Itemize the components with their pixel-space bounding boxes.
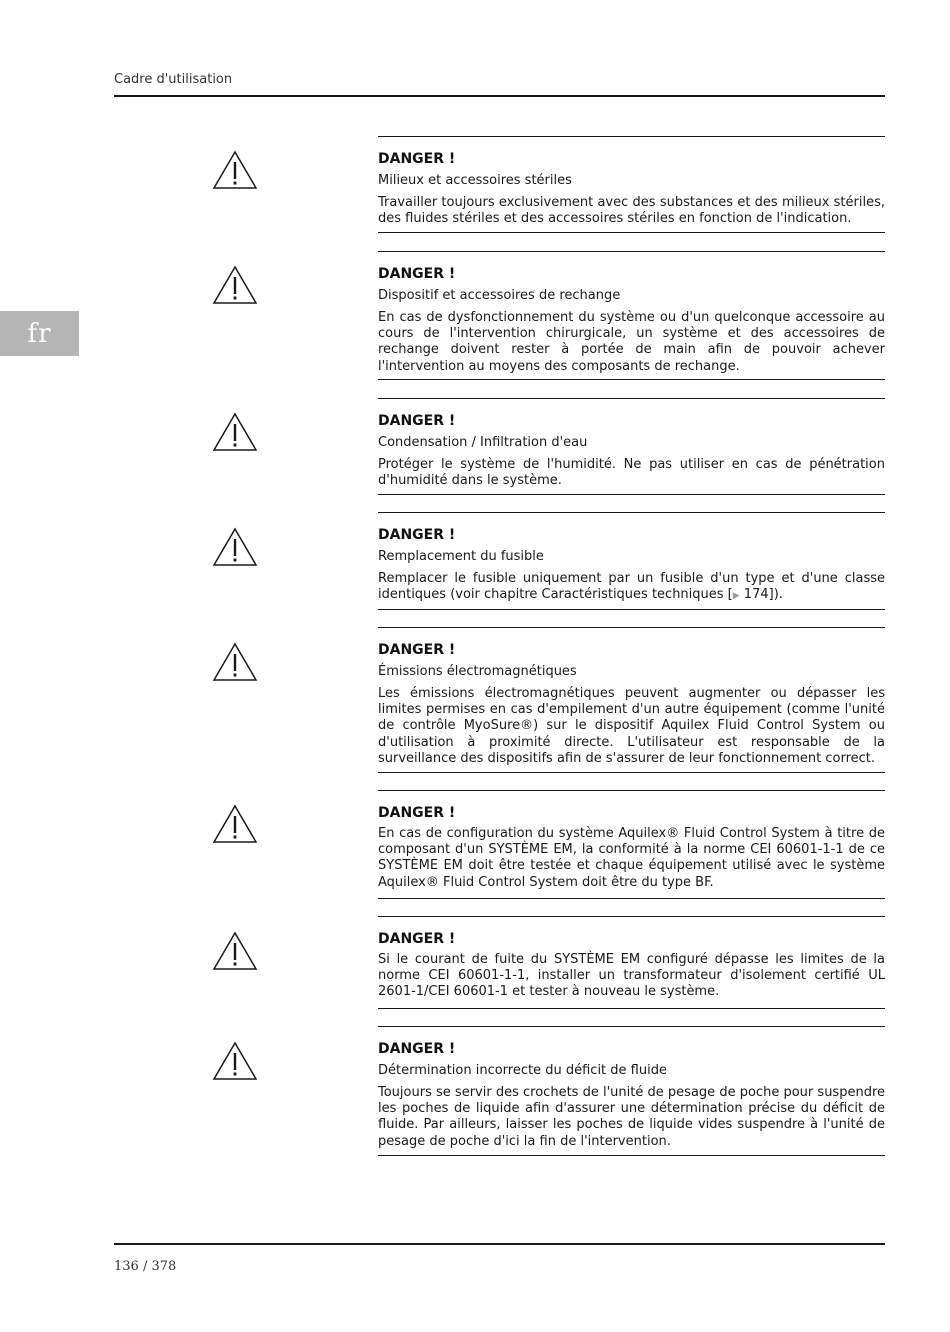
warning-title: DANGER ! bbox=[378, 527, 456, 543]
warning-triangle-icon bbox=[212, 527, 258, 567]
warning-title: DANGER ! bbox=[378, 413, 456, 429]
warning-box bbox=[378, 512, 885, 610]
warning-title: DANGER ! bbox=[378, 931, 456, 947]
warning-box bbox=[378, 251, 885, 380]
warning-body-text: Remplacer le fusible uniquement par un fusible d'un type et d'une classe identiques (voir chapitre Caractéristiques techniques [ bbox=[378, 571, 885, 603]
running-header-section-title: Cadre d'utilisation bbox=[114, 72, 233, 87]
warning-subtitle: Milieux et accessoires stériles bbox=[378, 173, 572, 188]
warning-body: Travailler toujours exclusivement avec des substances et des milieux stériles, des fluides stériles et des accessoires stériles en fonction de l'indication. bbox=[378, 195, 885, 227]
footer-divider bbox=[114, 1243, 885, 1245]
page-number: 136 / 378 bbox=[114, 1259, 177, 1274]
warning-subtitle: Condensation / Infiltration d'eau bbox=[378, 435, 588, 450]
warning-box bbox=[378, 136, 885, 233]
warning-subtitle: Émissions électromagnétiques bbox=[378, 664, 577, 679]
warning-triangle-icon bbox=[212, 931, 258, 971]
warning-box bbox=[378, 398, 885, 495]
warning-title: DANGER ! bbox=[378, 266, 456, 282]
warning-triangle-icon bbox=[212, 412, 258, 452]
warning-body: Les émissions électromagnétiques peuvent augmenter ou dépasser les limites permises en cas d'empilement d'un autre équipement (comme l'unité de contrôle MyoSure®) sur le dispositif Aquilex Fluid Control System ou d'utilisation à proximité directe. L'utilisateur est responsable de la surveillance des dispositifs afin de s'assurer de leur fonctionnement correct. bbox=[378, 686, 885, 766]
warning-box bbox=[378, 1026, 885, 1156]
warning-body: Si le courant de fuite du SYSTÈME EM configuré dépasse les limites de la norme CEI 60601-1-1, installer un transformateur d'isolement certifié UL 2601-1/CEI 60601-1 et tester à nouveau le système. bbox=[378, 952, 885, 1000]
warning-title: DANGER ! bbox=[378, 805, 456, 821]
warning-title: DANGER ! bbox=[378, 642, 456, 658]
warning-body: Protéger le système de l'humidité. Ne pas utiliser en cas de pénétration d'humidité dans le système. bbox=[378, 457, 885, 489]
warning-box bbox=[378, 790, 885, 899]
language-tab-label: fr bbox=[27, 318, 52, 349]
warning-triangle-icon bbox=[212, 265, 258, 305]
warning-box bbox=[378, 916, 885, 1009]
warning-title: DANGER ! bbox=[378, 1041, 456, 1057]
warning-body: En cas de dysfonctionnement du système ou d'un quelconque accessoire au cours de l'intervention chirurgicale, un système et des accessoires de rechange doivent rester à portée de main afin de pouvoir achever l'intervention au moyens des composants de rechange. bbox=[378, 310, 885, 374]
header-divider bbox=[114, 95, 885, 97]
warning-body: Toujours se servir des crochets de l'unité de pesage de poche pour suspendre les poches de liquide afin d'assurer une détermination précise du déficit de fluide. Par ailleurs, laisser les poches de liquide vides suspendre à l'unité de pesage de poche d'ici la fin de l'intervention. bbox=[378, 1085, 885, 1149]
warning-triangle-icon bbox=[212, 1041, 258, 1081]
warning-subtitle: Dispositif et accessoires de rechange bbox=[378, 288, 621, 303]
warning-triangle-icon bbox=[212, 150, 258, 190]
warning-subtitle: Détermination incorrecte du déficit de fluide bbox=[378, 1063, 667, 1078]
warning-title: DANGER ! bbox=[378, 151, 456, 167]
warning-body bbox=[378, 571, 885, 604]
warning-subtitle: Remplacement du fusible bbox=[378, 549, 544, 564]
warning-triangle-icon bbox=[212, 804, 258, 844]
cross-reference-link[interactable]: 174]). bbox=[739, 587, 783, 603]
warning-box bbox=[378, 627, 885, 773]
cross-reference-arrow-icon: ▶ bbox=[732, 591, 740, 602]
language-tab[interactable] bbox=[0, 311, 79, 356]
warning-triangle-icon bbox=[212, 642, 258, 682]
warning-body: En cas de configuration du système Aquilex® Fluid Control System à titre de composant d'un SYSTÈME EM, la conformité à la norme CEI 60601-1-1 de ce SYSTÈME EM doit être testée et chaque équipement utilisé avec le système Aquilex® Fluid Control System doit être du type BF. bbox=[378, 826, 885, 890]
